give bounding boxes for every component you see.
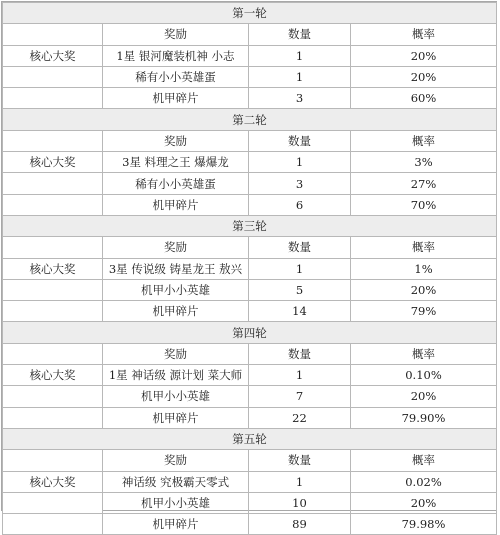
qty-cell: 1 <box>249 45 351 66</box>
table-row <box>3 492 497 513</box>
header-blank-cell <box>3 450 103 471</box>
category-blank-cell <box>3 279 103 300</box>
header-qty: 数量 <box>249 237 351 258</box>
round-title-row <box>3 322 497 343</box>
category-blank-cell <box>3 88 103 109</box>
table-row <box>3 173 497 194</box>
qty-cell: 14 <box>249 301 351 322</box>
table-row <box>3 88 497 109</box>
qty-cell: 10 <box>249 492 351 513</box>
category-blank-cell <box>3 301 103 322</box>
prob-cell: 1% <box>351 258 497 279</box>
header-prob: 概率 <box>351 237 497 258</box>
qty-cell: 1 <box>249 365 351 386</box>
header-qty: 数量 <box>249 450 351 471</box>
header-prob: 概率 <box>351 450 497 471</box>
prob-cell: 70% <box>351 194 497 215</box>
category-label: 核心大奖 <box>3 365 103 386</box>
table-row <box>3 301 497 322</box>
header-row <box>3 237 497 258</box>
table-row <box>3 66 497 87</box>
category-label: 核心大奖 <box>3 152 103 173</box>
table-row <box>3 514 497 535</box>
qty-cell: 1 <box>249 471 351 492</box>
header-qty: 数量 <box>249 343 351 364</box>
header-blank-cell <box>3 24 103 45</box>
prob-cell: 20% <box>351 386 497 407</box>
header-row <box>3 24 497 45</box>
round-title: 第四轮 <box>3 322 497 343</box>
reward-cell: 神话级 究极霸天零式 <box>103 471 249 492</box>
table-row <box>3 45 497 66</box>
category-blank-cell <box>3 194 103 215</box>
qty-cell: 1 <box>249 66 351 87</box>
category-blank-cell <box>3 407 103 428</box>
reward-cell: 稀有小小英雄蛋 <box>103 66 249 87</box>
header-blank-cell <box>3 343 103 364</box>
round-title: 第一轮 <box>3 3 497 24</box>
prob-cell: 27% <box>351 173 497 194</box>
category-label: 核心大奖 <box>3 258 103 279</box>
header-reward: 奖励 <box>103 450 249 471</box>
prob-cell: 20% <box>351 492 497 513</box>
reward-cell: 3星 料理之王 爆爆龙 <box>103 152 249 173</box>
header-prob: 概率 <box>351 24 497 45</box>
header-row <box>3 343 497 364</box>
table-row <box>3 407 497 428</box>
header-row <box>3 130 497 151</box>
header-reward: 奖励 <box>103 237 249 258</box>
prob-cell: 79.98% <box>351 514 497 535</box>
prob-cell: 20% <box>351 279 497 300</box>
header-qty: 数量 <box>249 24 351 45</box>
header-reward: 奖励 <box>103 130 249 151</box>
prob-cell: 79.90% <box>351 407 497 428</box>
table-row <box>3 152 497 173</box>
reward-cell: 机甲碎片 <box>103 88 249 109</box>
table-row <box>3 279 497 300</box>
table-body <box>3 3 497 535</box>
reward-cell: 稀有小小英雄蛋 <box>103 173 249 194</box>
round-title-row <box>3 3 497 24</box>
reward-cell: 机甲碎片 <box>103 301 249 322</box>
qty-cell: 1 <box>249 152 351 173</box>
category-blank-cell <box>3 66 103 87</box>
table-row <box>3 194 497 215</box>
reward-cell: 机甲小小英雄 <box>103 492 249 513</box>
table-row <box>3 258 497 279</box>
reward-cell: 1星 神话级 源计划 菜大师 <box>103 365 249 386</box>
prob-cell: 79% <box>351 301 497 322</box>
reward-probability-table <box>2 2 497 535</box>
header-blank-cell <box>3 237 103 258</box>
round-title: 第二轮 <box>3 109 497 130</box>
table-row <box>3 365 497 386</box>
reward-cell: 机甲小小英雄 <box>103 279 249 300</box>
qty-cell: 89 <box>249 514 351 535</box>
header-reward: 奖励 <box>103 343 249 364</box>
table-frame <box>1 1 497 532</box>
reward-cell: 机甲小小英雄 <box>103 386 249 407</box>
reward-cell: 机甲碎片 <box>103 514 249 535</box>
category-blank-cell <box>3 492 103 513</box>
reward-cell: 3星 传说级 铸星龙王 敖兴 <box>103 258 249 279</box>
header-prob: 概率 <box>351 130 497 151</box>
header-qty: 数量 <box>249 130 351 151</box>
category-blank-cell <box>3 173 103 194</box>
category-blank-cell <box>3 386 103 407</box>
qty-cell: 1 <box>249 258 351 279</box>
table-row <box>3 386 497 407</box>
qty-cell: 6 <box>249 194 351 215</box>
category-label: 核心大奖 <box>3 471 103 492</box>
category-blank-cell <box>3 514 103 535</box>
round-title: 第五轮 <box>3 428 497 449</box>
qty-cell: 5 <box>249 279 351 300</box>
header-blank-cell <box>3 130 103 151</box>
table-row <box>3 471 497 492</box>
prob-cell: 60% <box>351 88 497 109</box>
round-title: 第三轮 <box>3 215 497 236</box>
round-title-row <box>3 109 497 130</box>
qty-cell: 22 <box>249 407 351 428</box>
prob-cell: 0.10% <box>351 365 497 386</box>
qty-cell: 7 <box>249 386 351 407</box>
prob-cell: 20% <box>351 66 497 87</box>
header-reward: 奖励 <box>103 24 249 45</box>
reward-cell: 机甲碎片 <box>103 194 249 215</box>
reward-cell: 机甲碎片 <box>103 407 249 428</box>
round-title-row <box>3 215 497 236</box>
reward-cell: 1星 银河魔装机神 小志 <box>103 45 249 66</box>
round-title-row <box>3 428 497 449</box>
prob-cell: 0.02% <box>351 471 497 492</box>
qty-cell: 3 <box>249 88 351 109</box>
header-row <box>3 450 497 471</box>
header-prob: 概率 <box>351 343 497 364</box>
category-label: 核心大奖 <box>3 45 103 66</box>
prob-cell: 20% <box>351 45 497 66</box>
qty-cell: 3 <box>249 173 351 194</box>
prob-cell: 3% <box>351 152 497 173</box>
